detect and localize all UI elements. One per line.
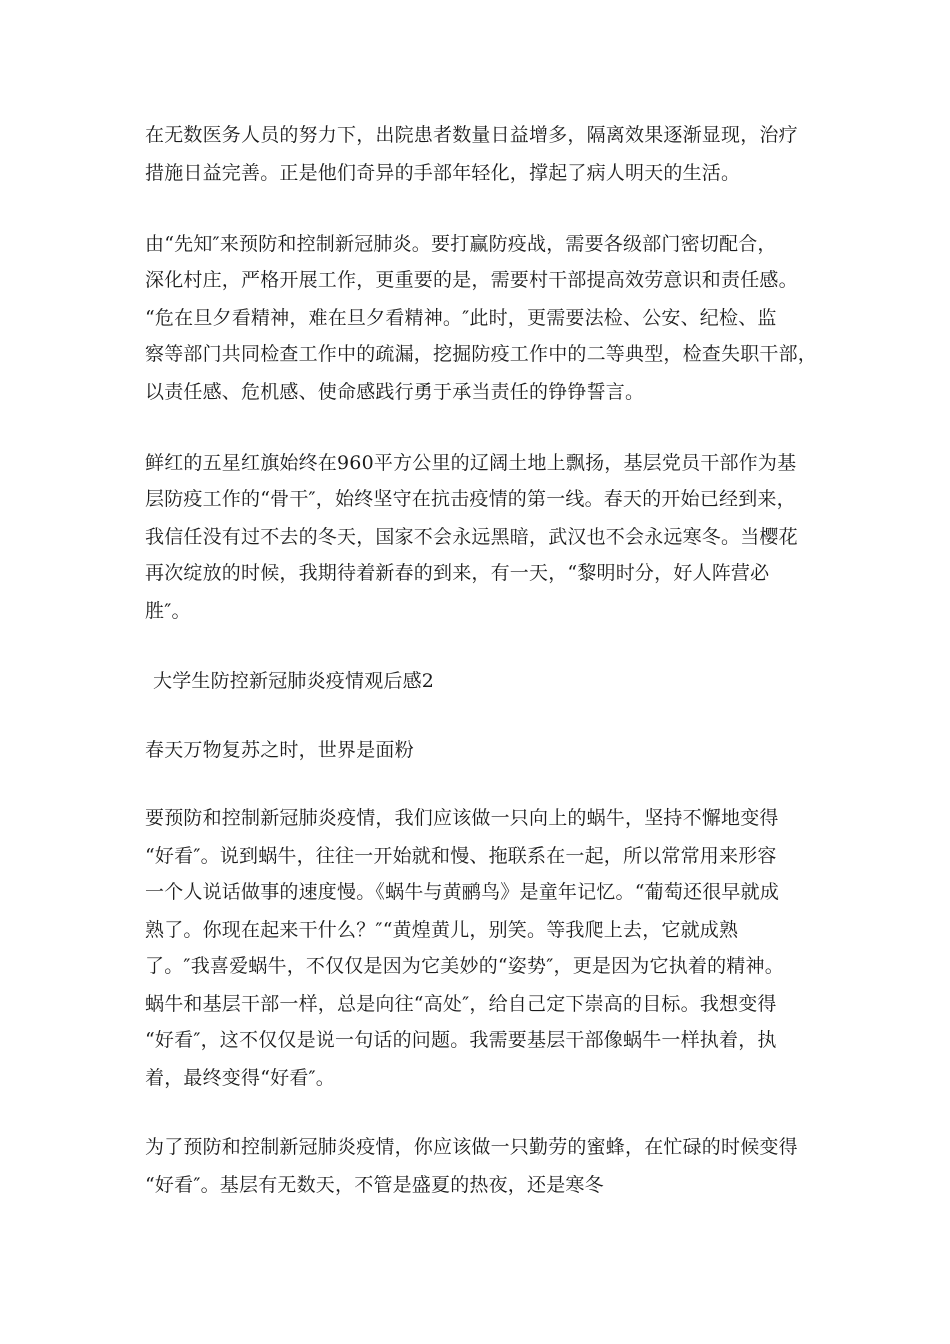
- paragraph-5-line-7: “好看″，这不仅仅是说一句话的问题。我需要基层干部像蜗牛一样执着，执: [145, 1029, 777, 1051]
- paragraph-5-line-5: 了。″我喜爱蜗牛，不仅仅是因为它美妙的“姿势″，更是因为它执着的精神。: [145, 955, 784, 977]
- paragraph-6-line-2: “好看″。基层有无数天，不管是盛夏的热夜，还是寒冬: [145, 1174, 604, 1196]
- paragraph-5-line-6: 蜗牛和基层干部一样，总是向往“高处″，给自己定下崇高的目标。我想变得: [145, 993, 777, 1015]
- paragraph-2-line-4: 察等部门共同检查工作中的疏漏，挖掘防疫工作中的二等典型，检查失职干部，: [145, 343, 818, 365]
- paragraph-2-line-3: “危在旦夕看精神，难在旦夕看精神。″此时，更需要法检、公安、纪检、监: [145, 307, 777, 329]
- paragraph-5-line-4: 熟了。你现在起来干什么？″“黄煌黄儿，别笑。等我爬上去，它就成熟: [145, 919, 739, 941]
- paragraph-2-line-5: 以责任感、危机感、使命感践行勇于承当责任的铮铮誓言。: [145, 381, 645, 403]
- paragraph-1-line-2: 措施日益完善。正是他们奇异的手部年轻化，撑起了病人明天的生活。: [145, 162, 741, 184]
- paragraph-5-line-8: 着，最终变得“好看″。: [145, 1067, 336, 1089]
- paragraph-4-line-1: 春天万物复苏之时，世界是面粉: [145, 739, 414, 761]
- paragraph-3-line-3: 我信任没有过不去的冬天，国家不会永远黑暗，武汉也不会永远寒冬。当樱花: [145, 526, 798, 548]
- paragraph-2-line-2: 深化村庄，严格开展工作，更重要的是，需要村干部提高效劳意识和责任感。: [145, 269, 798, 291]
- paragraph-6-line-1: 为了预防和控制新冠肺炎疫情，你应该做一只勤劳的蜜蜂，在忙碌的时候变得: [145, 1136, 798, 1158]
- paragraph-5-line-1: 要预防和控制新冠肺炎疫情，我们应该做一只向上的蜗牛，坚持不懈地变得: [145, 807, 779, 829]
- paragraph-3-line-5: 胜″。: [145, 600, 191, 622]
- paragraph-3-line-4: 再次绽放的时候，我期待着新春的到来，有一天，“黎明时分，好人阵营必: [145, 562, 770, 584]
- paragraph-3-line-1: 鲜红的五星红旗始终在960平方公里的辽阔土地上飘扬，基层党员干部作为基: [145, 452, 797, 474]
- paragraph-3-line-2: 层防疫工作的“骨干″，始终坚守在抗击疫情的第一线。春天的开始已经到来，: [145, 488, 796, 510]
- paragraph-5-line-3: 一个人说话做事的速度慢。《蜗牛与黄鹂鸟》是童年记忆。“葡萄还很早就成: [145, 881, 780, 903]
- paragraph-5-line-2: “好看″。说到蜗牛，往往一开始就和慢、拖联系在一起，所以常常用来形容: [145, 845, 777, 867]
- paragraph-2-line-1: 由“先知″来预防和控制新冠肺炎。要打赢防疫战，需要各级部门密切配合，: [145, 233, 777, 255]
- paragraph-1-line-1: 在无数医务人员的努力下，出院患者数量日益增多，隔离效果逐渐显现，治疗: [145, 124, 798, 146]
- section-heading: 大学生防控新冠肺炎疫情观后感2: [153, 670, 435, 692]
